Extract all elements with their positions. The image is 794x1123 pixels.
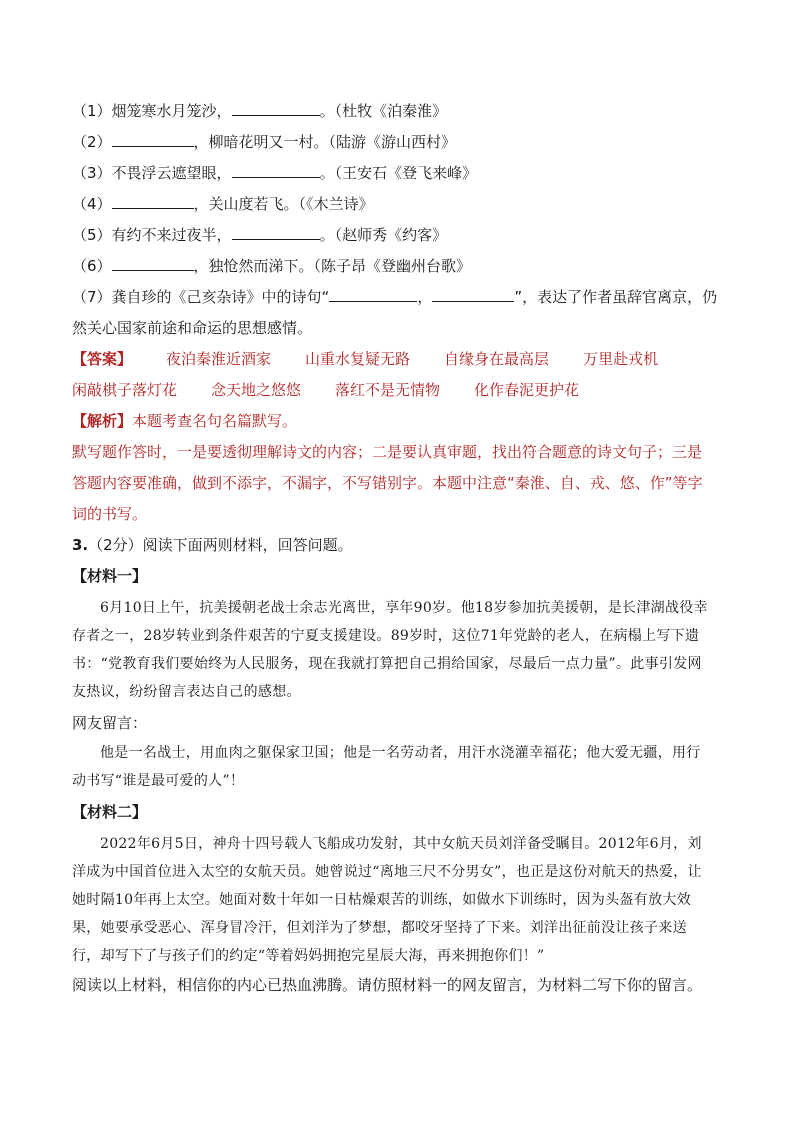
answer-label: 【答案】: [72, 350, 133, 368]
answer-row-2: [72, 375, 712, 406]
item-number: （4）: [72, 195, 112, 213]
answer-blank[interactable]: [112, 130, 194, 147]
answer-item: 念天地之悠悠: [211, 381, 302, 399]
answer-blank[interactable]: [232, 99, 320, 116]
answer-blank[interactable]: [232, 223, 320, 240]
question-3: [72, 530, 712, 561]
item-text: （7）龚自珍的《己亥杂诗》中的诗句“: [72, 288, 330, 306]
question-number: 3.: [72, 536, 89, 554]
comment-label: 网友留言：: [72, 714, 148, 732]
question-item-7: [72, 282, 718, 313]
analysis-body: 默写题作答时，一是要透彻理解诗文的内容；二是要认真审题，找出符合题意的诗文句子；三是答题内容要准确，做到不添字，不漏字，不写错别字。本题中注意“秦淮、自、戎、悠、作”等字词的书写。: [72, 443, 703, 523]
answer-item: 万里赴戎机: [583, 350, 659, 368]
question-item-1: [72, 96, 712, 127]
question-item-2: [72, 127, 712, 158]
answer-blank[interactable]: [112, 192, 194, 209]
item-text: ”，表达了作者虽辞官离京，仍: [514, 288, 718, 306]
item-number: （6）: [72, 257, 112, 275]
writing-prompt: 阅读以上材料，相信你的内心已热血沸腾。请仿照材料一的网友留言，为材料二写下你的留言。: [72, 976, 703, 994]
analysis-heading: [72, 406, 712, 437]
answer-item: 闲敲棋子落灯花: [72, 381, 178, 399]
answer-row-1: [72, 344, 712, 375]
item-text: 。（赵师秀《约客》: [319, 226, 448, 244]
item-number: （1）: [72, 102, 112, 120]
item-text: 不畏浮云遮望眼，: [111, 164, 232, 182]
question-item-3: [72, 158, 712, 189]
material-2-heading: 【材料二】: [72, 803, 148, 821]
item-text: ，柳暗花明又一村。（陆游《游山西村》: [193, 133, 457, 151]
item-text: 。（杜牧《泊秦淮》: [319, 102, 448, 120]
answer-item: 山重水复疑无路: [305, 350, 411, 368]
answer-blank[interactable]: [329, 285, 417, 302]
item-text: ，独怆然而涕下。（陈子昂《登幽州台歌》: [193, 257, 472, 275]
material-1-body: 6月10日上午，抗美援朝老战士余志光离世，享年90岁。他18岁参加抗美援朝，是长津湖战役幸存者之一，28岁转业到条件艰苦的宁夏支援建设。89岁时，这位71年党龄的老人，在病榻上写下遗书：“党教育我们要始终为人民服务，现在我就打算把自己捐给国家，尽最后一点力量”。此事引发网友热议，纷纷留言表达自己的感想。: [72, 600, 708, 700]
comment-body: 他是一名战士，用血肉之躯保家卫国；他是一名劳动者，用汗水浇灌幸福花；他大爱无疆，用行动书写“谁是最可爱的人”！: [72, 745, 701, 789]
item-text: ，: [417, 288, 433, 306]
question-item-7-cont: 然关心国家前途和命运的思想感情。: [72, 319, 313, 337]
item-text: 。（王安石《登飞来峰》: [319, 164, 478, 182]
answer-item: 夜泊秦淮近酒家: [166, 350, 272, 368]
item-text: 有约不来过夜半，: [111, 226, 232, 244]
answer-blank[interactable]: [232, 161, 320, 178]
answer-item: 落红不是无情物: [335, 381, 441, 399]
material-2-body: 2022年6月5日，神舟十四号载人飞船成功发射，其中女航天员刘洋备受瞩目。2012年6月，刘洋成为中国首位进入太空的女航天员。她曾说过“离地三尺不分男女”，也正是这份对航天的热爱，让她时隔10年再上太空。她面对数十年如一日枯燥艰苦的训练，如做水下训练时，因为头盔有放大效果，她要承受恶心、浑身冒冷汗，但刘洋为了梦想，都咬牙坚持了下来。刘洋出征前没让孩子来送行，却写下了与孩子们的约定“等着妈妈拥抱完星辰大海，再来拥抱你们！”: [72, 836, 702, 964]
item-number: （2）: [72, 133, 112, 151]
item-number: （5）: [72, 226, 112, 244]
answer-item: 化作春泥更护花: [474, 381, 580, 399]
answer-blank[interactable]: [112, 254, 194, 271]
item-number: （3）: [72, 164, 112, 182]
material-1-heading: 【材料一】: [72, 567, 148, 585]
document-page: [72, 96, 718, 1001]
question-text: （2分）阅读下面两则材料，回答问题。: [88, 536, 353, 554]
item-text: 烟笼寒水月笼沙，: [111, 102, 232, 120]
question-item-4: [72, 189, 712, 220]
question-item-6: [72, 251, 712, 282]
answer-blank[interactable]: [432, 285, 514, 302]
item-text: ，关山度若飞。（《木兰诗》: [193, 195, 374, 213]
answer-item: 自缘身在最高层: [444, 350, 550, 368]
analysis-first: 本题考查名句名篇默写。: [132, 412, 298, 430]
analysis-label: 【解析】: [72, 412, 133, 430]
question-item-5: [72, 220, 712, 251]
